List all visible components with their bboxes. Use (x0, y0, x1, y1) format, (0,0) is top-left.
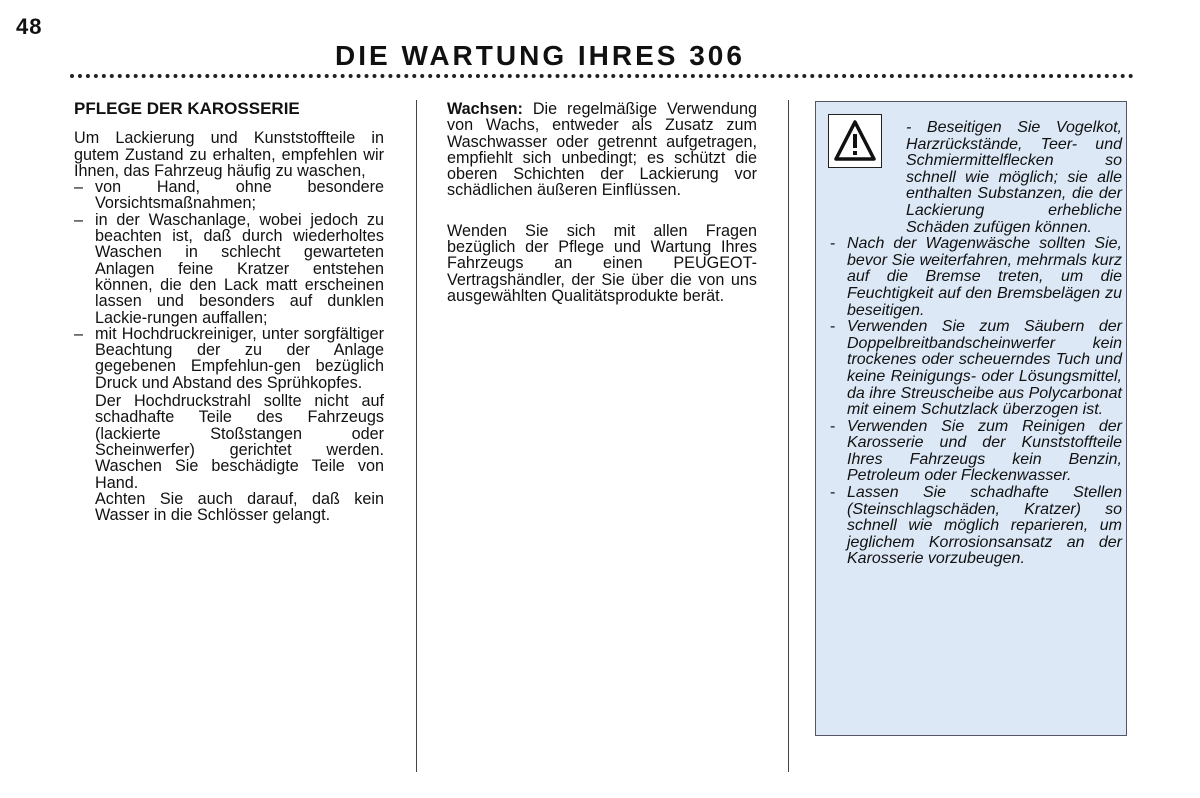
waxing-text: Die regelmäßige Verwendung von Wachs, entweder als Zusatz zum Waschwasser oder getrennt aufgetragen, empfiehlt sich unbedingt; es schützt die oberen Schichten der Lackierung vor schädlichen äußeren Einflüssen. (447, 100, 757, 200)
warning-item-text: Nach der Wagenwäsche sollten Sie, bevor Sie weiterfahren, mehrmals kurz auf die Bremse treten, um die Feuchtigkeit auf den Bremsbelägen zu beseitigen. (847, 235, 1122, 319)
warning-box (815, 101, 1127, 736)
warning-item (830, 419, 1122, 485)
warning-dash: - (906, 119, 912, 136)
intro-paragraph: Um Lackierung und Kunststoffteile in gutem Zustand zu erhalten, empfehlen wir Ihnen, das Fahrzeug häufig zu waschen, (74, 129, 384, 180)
warning-text (830, 120, 1122, 568)
pressure-washer-note: Der Hochdruckstrahl sollte nicht auf schadhafte Teile des Fahrzeugs (lackierte Stoßstangen oder Scheinwerfer) gerichtet werden. Waschen Sie beschädigte Teile von Hand. (95, 392, 384, 492)
warning-dash: - (830, 417, 836, 435)
column-divider-right (788, 100, 789, 772)
page-number: 48 (16, 14, 43, 39)
list-dash: – (74, 178, 84, 197)
warning-dash: - (830, 235, 836, 253)
warning-item (830, 485, 1122, 568)
warning-dash: - (830, 318, 836, 336)
lock-water-note: Achten Sie auch darauf, daß kein Wasser in die Schlösser gelangt. (95, 489, 384, 525)
middle-column (447, 101, 757, 304)
waxing-label: Wachsen: (447, 100, 523, 118)
list-dash: – (74, 324, 84, 343)
left-column (74, 101, 384, 523)
list-item-text: von Hand, ohne besondere Vorsichtsmaßnahmen; (95, 178, 384, 213)
warning-item-text: Lassen Sie schadhafte Stellen (Steinschlagschäden, Kratzer) so schnell wie möglich reparieren, um jeglichem Korrosionsansatz an der Karosserie vorzubeugen. (847, 484, 1122, 568)
list-item-text: in der Waschanlage, wobei jedoch zu beachten ist, daß durch wiederholtes Waschen in schlecht gewarteten Anlagen feine Kratzer entstehen können, die den Lack matt erscheinen lassen und besonders auf dunklen Lackie-rungen auffallen; (95, 210, 384, 327)
column-divider-left (416, 100, 417, 772)
list-item (74, 326, 384, 391)
page-title: DIE WARTUNG IHRES 306 (335, 40, 745, 71)
list-item (74, 212, 384, 326)
warning-dash: - (830, 484, 836, 502)
header-dotted-rule (70, 74, 1134, 78)
warning-item (830, 120, 1122, 236)
section-heading: PFLEGE DER KAROSSERIE (74, 99, 300, 118)
warning-item (830, 319, 1122, 419)
warning-item-text: Verwenden Sie zum Reinigen der Karosserie und der Kunststoffteile Ihres Fahrzeugs kein Benzin, Petroleum oder Fleckenwasser. (847, 417, 1122, 485)
list-item (74, 179, 384, 212)
dealer-paragraph: Wenden Sie sich mit allen Fragen bezüglich der Pflege und Wartung Ihres Fahrzeugs an einen PEUGEOT-Vertragshändler, der Sie über die von uns ausgewählten Qualitätsprodukte berät. (447, 221, 757, 305)
warning-item-text: Verwenden Sie zum Säubern der Doppelbreitbandscheinwerfer kein trockenes oder scheuerndes Tuch und keine Reinigungs- oder Lösungsmittel, da ihre Streuscheibe aus Polycarbonat mit einem Schutzlack überzogen ist. (847, 318, 1122, 419)
warning-item (830, 236, 1122, 319)
list-item-text: mit Hochdruckreiniger, unter sorgfältiger Beachtung der zu der Anlage gegebenen Empfehlun-gen bezüglich Druck und Abstand des Sprühkopfes. (95, 324, 384, 392)
waxing-paragraph (447, 101, 757, 199)
list-dash: – (74, 210, 84, 229)
warning-item-text: Beseitigen Sie Vogelkot, Harzrückstände, Teer- und Schmiermittelflecken so schnell wie möglich; sie alle enthalten Substanzen, die der Lackierung erhebliche Schäden zufügen können. (906, 119, 1122, 236)
